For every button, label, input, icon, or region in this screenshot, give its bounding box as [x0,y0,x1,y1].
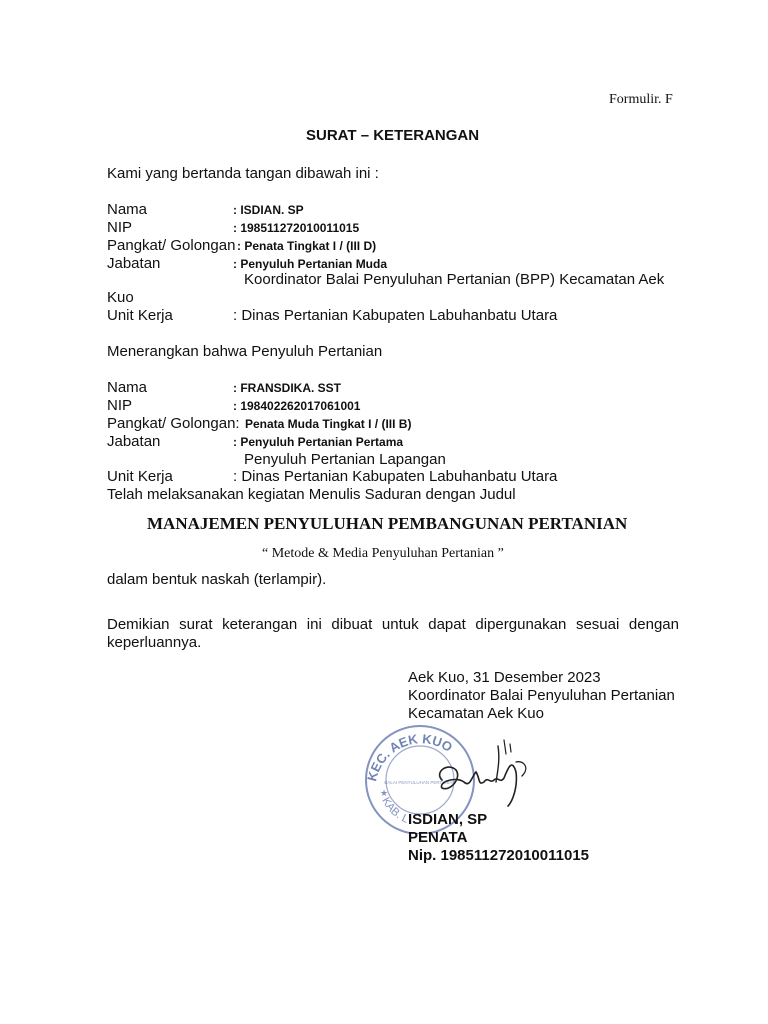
subject-rank-value: Penata Muda Tingkat I / (III B) [245,417,412,431]
document-title: SURAT – KETERANGAN [306,127,480,144]
signer-nip-label: NIP [107,219,133,236]
format-note: dalam bentuk naskah (terlampir). [107,571,327,588]
subject-nip-label: NIP [107,397,133,414]
signer-position-line3: Kuo [107,289,134,306]
signer-position-value: : Penyuluh Pertanian Muda [233,257,388,271]
signer-unit-label: Unit Kerja [107,307,173,324]
closing-line-1: Demikian surat keterangan ini dibuat untuk dapat dipergunakan sesuai dengan [107,616,679,633]
signature-office-line-2: Kecamatan Aek Kuo [408,705,544,722]
subject-position-value: : Penyuluh Pertanian Pertama [233,435,404,449]
handwritten-signature [412,732,544,814]
signer-name-label: Nama [107,201,148,218]
stamp-star-icon: ★ [380,788,389,798]
signature-place-date: Aek Kuo, 31 Desember 2023 [408,669,601,686]
intro-text: Kami yang bertanda tangan dibawah ini : [107,165,379,182]
work-subtitle: “ Metode & Media Penyuluhan Pertanian ” [262,546,504,561]
signer-unit-value: : Dinas Pertanian Kabupaten Labuhanbatu Utara [233,307,558,324]
subject-rank-label: Pangkat/ Golongan: [107,415,240,432]
signer-rank-label: Pangkat/ Golongan [107,237,236,254]
signature-office-line-1: Koordinator Balai Penyuluhan Pertanian [408,687,675,704]
statement-text: Menerangkan bahwa Penyuluh Pertanian [107,343,383,360]
stamp-inner-text: BALAI PENYULUHAN PERTANIAN [384,780,456,785]
signer-position-line2: Koordinator Balai Penyuluhan Pertanian (BPP) Kecamatan Aek [244,271,665,288]
subject-unit-value: : Dinas Pertanian Kabupaten Labuhanbatu Utara [233,468,558,485]
activity-line: Telah melaksanakan kegiatan Menulis Saduran dengan Judul [107,486,516,503]
signature-name: ISDIAN, SP [408,811,488,828]
work-title: MANAJEMEN PENYULUHAN PEMBANGUNAN PERTANIAN [147,514,628,533]
subject-nip-value: : 198402262017061001 [233,399,361,413]
closing-line-2: keperluannya. [107,634,202,651]
subject-position-label: Jabatan [107,433,161,450]
signer-position-label: Jabatan [107,255,161,272]
stamp-top-text: KEC. AEK KUO [364,731,456,783]
signer-nip-value: : 198511272010011015 [233,221,360,235]
signer-name-value: : ISDIAN. SP [233,203,304,217]
subject-name-label: Nama [107,379,148,396]
stamp-bottom-text: KAB. L [379,795,411,826]
subject-name-value: : FRANSDIKA. SST [233,381,341,395]
signature-nip: Nip. 198511272010011015 [408,847,590,864]
signer-rank-value: : Penata Tingkat I / (III D) [237,239,377,253]
form-code: Formulir. F [609,92,673,107]
subject-position-line2: Penyuluh Pertanian Lapangan [244,451,446,468]
subject-unit-label: Unit Kerja [107,468,173,485]
signature-rank: PENATA [408,829,468,846]
